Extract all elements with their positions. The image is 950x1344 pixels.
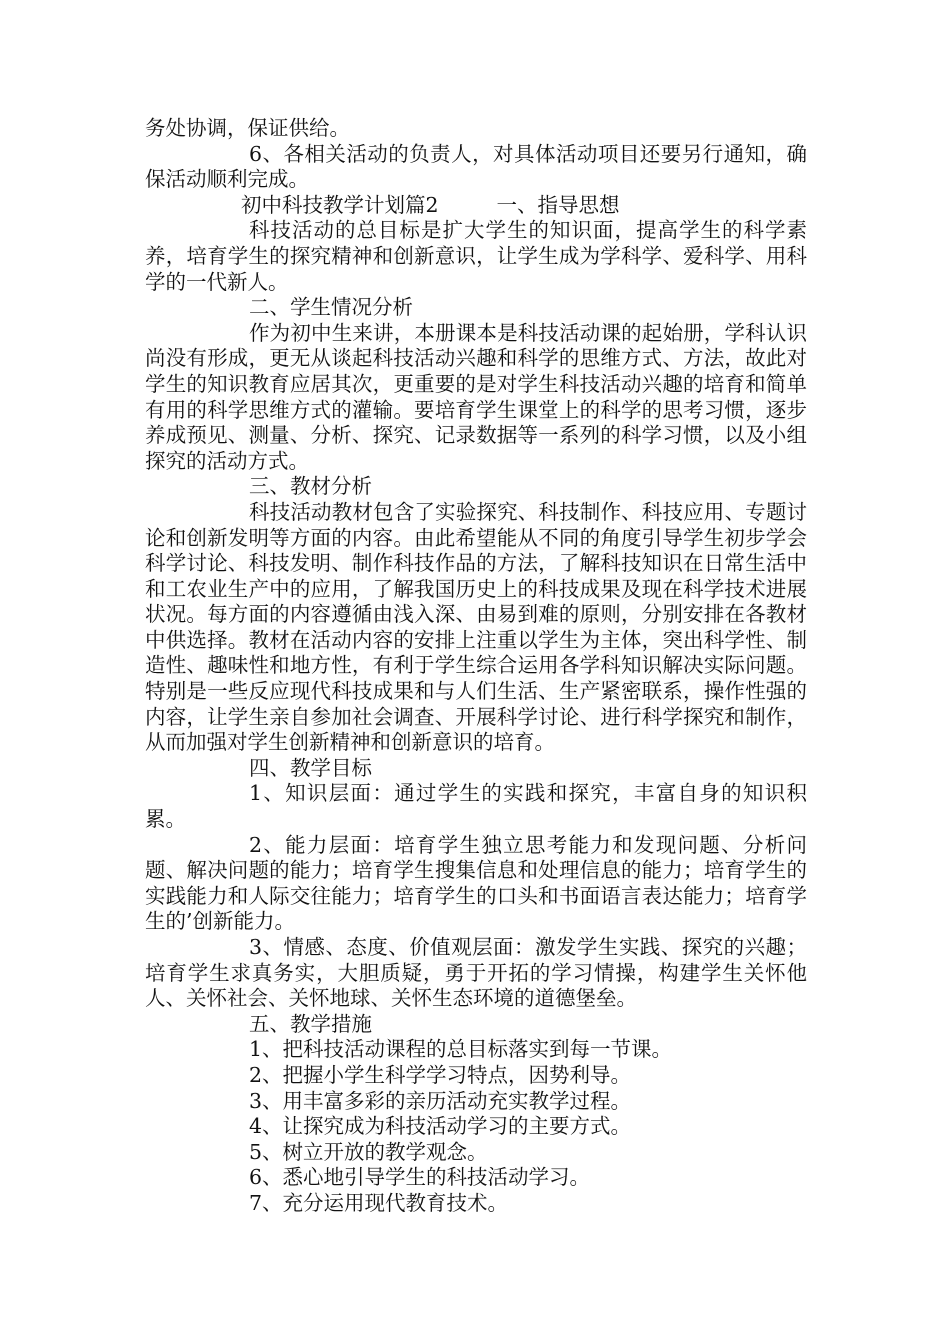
paragraph-item-6: 6、各相关活动的负责人，对具体活动项目还要另行通知，确保活动顺利完成。 [145, 141, 807, 192]
list-item-measure-5: 5、树立开放的教学观念。 [249, 1139, 488, 1164]
list-item-measure-1: 1、把科技活动课程的总目标落实到每一节课。 [249, 1037, 673, 1062]
paragraph-goal-knowledge: 1、知识层面：通过学生的实践和探究，丰富自身的知识积累。 [145, 781, 807, 832]
heading-teaching-measures: 五、教学措施 [249, 1011, 372, 1036]
paragraph-goal-ability: 2、能力层面：培育学生独立思考能力和发现问题、分析问题、解决问题的能力；培育学生搜集信息和处理信息的能力；培育学生的实践能力和人际交往能力；培育学生的口头和书面语言表达能力；培育学生的’创新能力。 [145, 832, 807, 934]
list-item-measure-3: 3、用丰富多彩的亲历活动充实教学过程。 [249, 1088, 632, 1113]
paragraph-goal-emotion: 3、情感、态度、价值观层面：激发学生实践、探究的兴趣；培育学生求真务实，大胆质疑，勇于开拓的学习情操，构建学生关怀他人、关怀社会、关怀地球、关怀生态环境的道德堡垒。 [145, 935, 807, 1011]
list-item-measure-7: 7、充分运用现代教育技术。 [249, 1190, 509, 1215]
paragraph-textbook-analysis: 科技活动教材包含了实验探究、科技制作、科技应用、专题讨论和创新发明等方面的内容。由此希望能从不同的角度引导学生初步学会科学讨论、科技发明、制作科技作品的方法，了解科技知识在日常生活中和工农业生产中的应用，了解我国历史上的科技成果及现在科学技术进展状况。每方面的内容遵循由浅入深、由易到难的原则，分别安排在各教材中供选择。教材在活动内容的安排上注重以学生为主体，突出科学性、制造性、趣味性和地方性，有利于学生综合运用各学科知识解决实际问题。特别是一些反应现代科技成果和与人们生活、生产紧密联系，操作性强的内容，让学生亲自参加社会调查、开展科学讨论、进行科学探究和制作，从而加强对学生创新精神和创新意识的培育。 [145, 499, 807, 755]
list-item-measure-4: 4、让探究成为科技活动学习的主要方式。 [249, 1114, 632, 1139]
paragraph-guiding-ideology: 科技活动的总目标是扩大学生的知识面，提高学生的科学素养，培育学生的探究精神和创新意识，让学生成为学科学、爱科学、用科学的一代新人。 [145, 218, 807, 294]
paragraph-continuation: 务处协调，保证供给。 [145, 116, 350, 140]
article-title: 初中科技教学计划篇2 [241, 192, 439, 217]
document-body [145, 116, 807, 1217]
section-title-line [145, 193, 807, 219]
list-item-measure-6: 6、悉心地引导学生的科技活动学习。 [249, 1165, 591, 1190]
list-item-measure-2: 2、把握小学生科学学习特点，因势利导。 [249, 1062, 632, 1087]
heading-textbook-analysis: 三、教材分析 [249, 474, 372, 499]
heading-student-analysis: 二、学生情况分析 [249, 295, 413, 320]
heading-guiding-ideology: 一、指导思想 [496, 192, 620, 217]
paragraph-student-analysis: 作为初中生来讲，本册课本是科技活动课的起始册，学科认识尚没有形成，更无从谈起科技活动兴趣和科学的思维方式、方法，故此对学生的知识教育应居其次，更重要的是对学生科技活动兴趣的培育和简单有用的科学思维方式的灌输。要培育学生课堂上的科学的思考习惯，逐步养成预见、测量、分析、探究、记录数据等一系列的科学习惯，以及小组探究的活动方式。 [145, 320, 807, 473]
heading-teaching-goals: 四、教学目标 [249, 755, 372, 780]
